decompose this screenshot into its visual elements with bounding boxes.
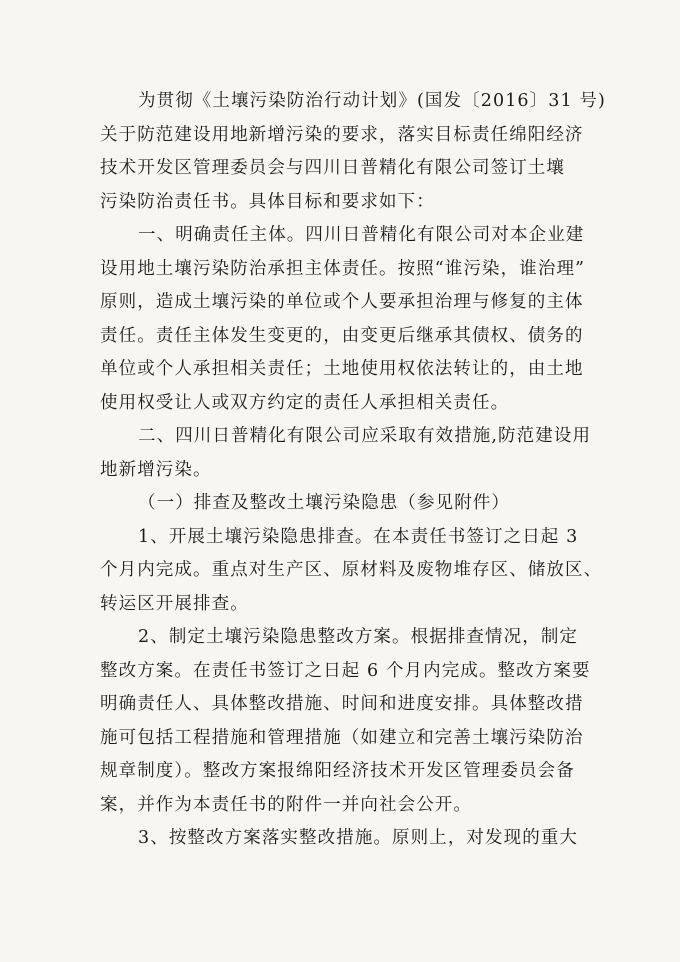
- text-line: 二、四川日普精化有限公司应采取有效措施,防范建设用: [138, 426, 592, 446]
- paragraph-section-2: [100, 420, 592, 487]
- text-line: 关于防范建设用地新增污染的要求，落实目标责任绵阳经济: [100, 124, 584, 145]
- paragraph-item-1: [100, 521, 603, 622]
- text-line: 为贯彻《土壤污染防治行动计划》(国发〔2016〕31 号): [138, 91, 606, 111]
- text-line: 明确责任人、具体整改措施、时间和进度安排。具体整改措: [100, 694, 584, 714]
- paragraph-intro: [100, 85, 606, 219]
- text-line: （一）排查及整改土壤污染隐患（参见附件）: [138, 493, 510, 513]
- text-line: 污染防治责任书。具体目标和要求如下：: [100, 191, 435, 212]
- text-line: 整改方案。在责任书签订之日起 6 个月内完成。整改方案要: [100, 660, 591, 681]
- text-line: 原则，造成土壤污染的单位或个人要承担治理与修复的主体: [100, 292, 584, 312]
- text-line: 案，并作为本责任书的附件一并向社会公开。: [100, 794, 472, 815]
- paragraph-item-2: [100, 621, 591, 822]
- text-line: 3、按整改方案落实整改措施。原则上，对发现的重大: [138, 828, 579, 848]
- text-line: 责任。责任主体发生变更的，由变更后继承其债权、债务的: [100, 325, 584, 346]
- paragraph-subsection-1: [100, 487, 586, 521]
- text-line: 2、制定土壤污染隐患整改方案。根据排查情况，制定: [138, 627, 579, 647]
- text-line: 技术开发区管理委员会与四川日普精化有限公司签订土壤: [100, 158, 565, 178]
- text-line: 使用权受让人或双方约定的责任人承担相关责任。: [100, 392, 510, 413]
- text-line: 设用地土壤污染防治承担主体责任。按照“谁污染，谁治理”: [100, 258, 586, 279]
- text-line: 规章制度）。整改方案报绵阳经济技术开发区管理委员会备: [100, 761, 575, 781]
- text-line: 一、明确责任主体。四川日普精化有限公司对本企业建: [138, 225, 585, 245]
- text-line: 单位或个人承担相关责任；土地使用权依法转让的，由土地: [100, 359, 584, 379]
- text-line: 个月内完成。重点对生产区、原材料及废物堆存区、储放区、: [100, 560, 603, 580]
- text-line: 1、开展土壤污染隐患排查。在本责任书签订之日起 3: [138, 526, 579, 547]
- text-line: 施可包括工程措施和管理措施（如建立和完善土壤污染防治: [100, 727, 584, 748]
- document-body: [100, 85, 606, 856]
- text-line: 转运区开展排查。: [100, 593, 249, 614]
- paragraph-section-1: [100, 219, 586, 420]
- paragraph-item-3: [100, 822, 586, 856]
- text-line: 地新增污染。: [100, 459, 212, 480]
